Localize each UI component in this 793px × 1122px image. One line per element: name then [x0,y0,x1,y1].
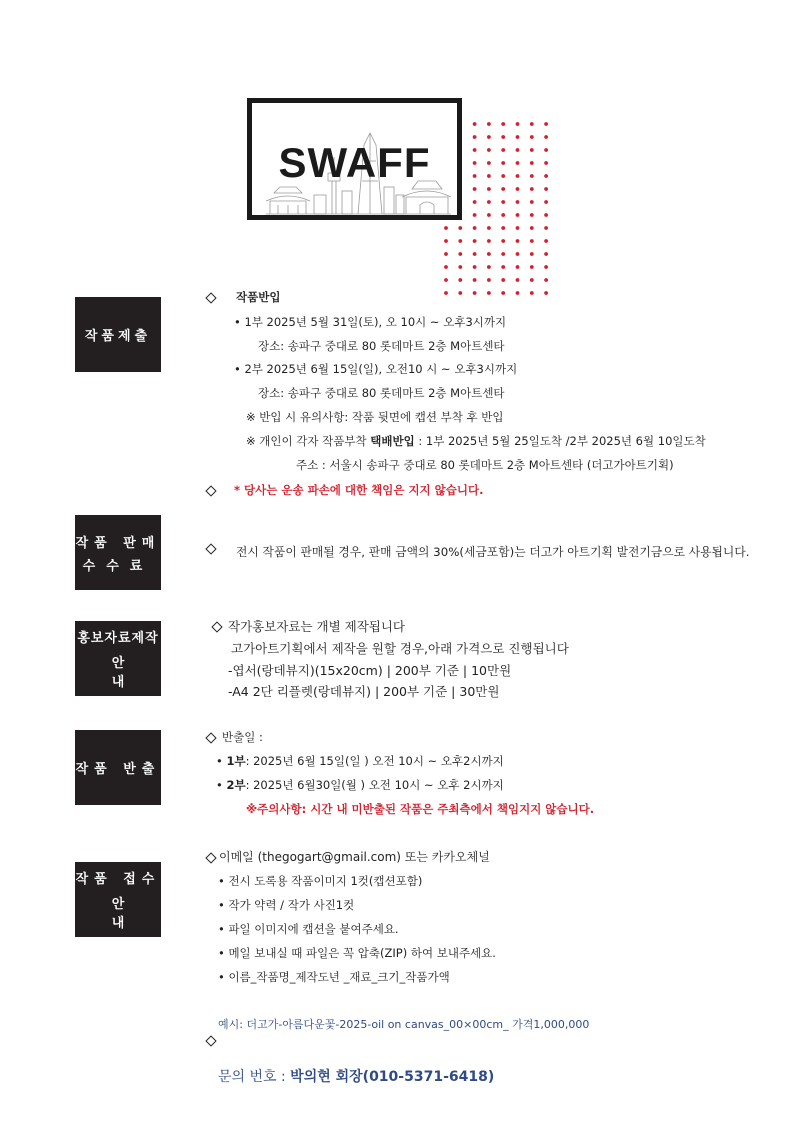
decorative-dot [544,226,548,230]
decorative-dot [530,161,534,165]
decorative-dot [530,265,534,269]
decorative-dot [544,135,548,139]
decorative-dot [501,187,505,191]
decorative-dot [530,291,534,295]
decorative-dot [530,278,534,282]
decorative-dot [530,226,534,230]
label-text: 작품제출 [84,329,152,344]
decorative-dot [516,226,520,230]
return-warning: ※주의사항: 시간 내 미반출된 작품은 주최측에서 책임지지 않습니다. [246,802,595,816]
decorative-dot [501,252,505,256]
decorative-dot [487,291,491,295]
delivery-address: 주소 : 서울시 송파구 중대로 80 롯데마트 2층 M아트센타 (더고가아트기획) [296,458,674,472]
decorative-dot [473,265,477,269]
decorative-dot [473,122,477,126]
contact-line [218,1066,494,1086]
decorative-dot [516,239,520,243]
decorative-dot [473,213,477,217]
label-text: 작품 접수 [75,872,161,887]
decorative-dot [501,200,505,204]
decorative-dot [473,200,477,204]
label-text: 안내 [111,897,165,931]
decorative-dot [544,200,548,204]
label-text: 홍보자료제작 [77,631,159,646]
decorative-dot [487,148,491,152]
decorative-dot [458,226,462,230]
decorative-dot [444,252,448,256]
decorative-dot [530,122,534,126]
bullet-diamond-icon [205,292,216,303]
decorative-dot [501,213,505,217]
transport-warning: * 당사는 운송 파손에 대한 책임은 지지 않습니다. [234,483,484,497]
decorative-dot [473,278,477,282]
delivery-prefix: ※ 개인이 각자 작품부착 [246,434,371,448]
bullet-diamond-icon [205,485,216,496]
reception-line: • 메일 보내실 때 파일은 꼭 압축(ZIP) 하여 보내주세요. [218,946,496,960]
decorative-dot [487,265,491,269]
decorative-dot [473,291,477,295]
reception-line: • 전시 도록용 작품이미지 1컷(캡션포함) [218,874,423,888]
return-line-2: • 2부: 2025년 6월30일(월 ) 오전 10시 ~ 오후 2시까지 [216,778,504,792]
decorative-dot [544,252,548,256]
swaff-logo [247,98,462,220]
submission-line: ※ 반입 시 유의사항: 작품 뒷면에 캡션 부착 후 반입 [246,410,504,424]
label-text: 수수료 [82,558,154,574]
decorative-dot [487,226,491,230]
decorative-dot [501,239,505,243]
decorative-dot [516,200,520,204]
reception-line: • 작가 약력 / 작가 사진1컷 [218,898,355,912]
label-artwork-reception [75,862,165,937]
decorative-dot [501,135,505,139]
decorative-dot [516,122,520,126]
decorative-dot [516,135,520,139]
promo-line: -A4 2단 리플렛(랑데뷰지) | 200부 기준 | 30만원 [228,684,500,699]
decorative-dot [516,252,520,256]
decorative-dot [501,291,505,295]
decorative-dot [544,239,548,243]
decorative-dot [487,252,491,256]
decorative-dot [530,200,534,204]
decorative-dot [501,265,505,269]
label-submission [75,297,161,372]
decorative-dot [530,135,534,139]
decorative-dot [544,278,548,282]
decorative-dot [487,174,491,178]
bullet-diamond-icon [205,732,216,743]
decorative-dot [458,265,462,269]
decorative-dot [544,148,548,152]
decorative-dot [516,174,520,178]
submission-line: 장소: 송파구 중대로 80 롯데마트 2층 M아트센타 [258,386,505,400]
sales-commission-text: 전시 작품이 판매될 경우, 판매 금액의 30%(세금포함)는 더고가 아트기획 발전기금으로 사용됩니다. [236,545,750,559]
decorative-dot [458,239,462,243]
decorative-dot [444,226,448,230]
reception-example: 예시: 더고가-아름다운꽃-2025-oil on canvas_00×00cm_ 가격1,000,000 [218,1018,590,1031]
decorative-dot-grid [441,119,551,297]
contact-phone: 박의현 회장(010-5371-6418) [290,1069,495,1085]
label-text: 안내 [111,656,165,690]
label-text: 작품 판매 [75,535,161,551]
decorative-dot [544,174,548,178]
decorative-dot [473,174,477,178]
delivery-line [246,435,706,449]
decorative-dot [516,265,520,269]
bullet-diamond-icon [205,852,216,863]
decorative-dot [473,226,477,230]
decorative-dot [516,278,520,282]
bullet-diamond-icon [205,543,216,554]
bullet-diamond-icon [205,1035,216,1046]
decorative-dot [530,213,534,217]
decorative-dot [458,252,462,256]
decorative-dot [501,161,505,165]
submission-heading: 작품반입 [236,290,281,304]
decorative-dot [530,239,534,243]
decorative-dot [516,161,520,165]
decorative-dot [501,278,505,282]
reception-heading: 이메일 (thegogart@gmail.com) 또는 카카오체널 [219,850,490,864]
delivery-suffix: : 1부 2025년 5월 25일도착 /2부 2025년 6월 10일도착 [414,434,706,448]
decorative-dot [530,187,534,191]
decorative-dot [516,213,520,217]
decorative-dot [501,148,505,152]
decorative-dot [487,187,491,191]
promo-line: -엽서(랑데뷰지)(15x20cm) | 200부 기준 | 10만원 [228,663,512,678]
decorative-dot [530,252,534,256]
decorative-dot [487,122,491,126]
decorative-dot [487,239,491,243]
reception-line: • 이름_작품명_제작도년 _재료_크기_작품가액 [218,970,450,984]
return-heading: 반출일 : [222,730,263,744]
decorative-dot [473,161,477,165]
decorative-dot [487,213,491,217]
submission-line: 장소: 송파구 중대로 80 롯데마트 2층 M아트센타 [258,339,505,353]
decorative-dot [473,239,477,243]
decorative-dot [487,200,491,204]
decorative-dot [501,226,505,230]
promo-line: 작가홍보자료는 개별 제작됩니다 [228,619,405,634]
decorative-dot [473,252,477,256]
decorative-dot [544,161,548,165]
promo-line: 고가아트기획에서 제작을 원할 경우,아래 가격으로 진행됩니다 [231,641,569,656]
decorative-dot [487,161,491,165]
return-date: : 2025년 6월30일(월 ) 오전 10시 ~ 오후 2시까지 [245,778,504,792]
decorative-dot [487,278,491,282]
decorative-dot [473,187,477,191]
decorative-dot [501,122,505,126]
logo-wordmark: SWAFF [278,139,431,186]
decorative-dot [473,135,477,139]
decorative-dot [544,291,548,295]
decorative-dot [501,174,505,178]
decorative-dot [530,148,534,152]
decorative-dot [544,122,548,126]
decorative-dot [458,291,462,295]
decorative-dot [544,187,548,191]
decorative-dot [444,265,448,269]
decorative-dot [473,148,477,152]
reception-line: • 파일 이미지에 캡션을 붙여주세요. [218,922,399,936]
decorative-dot [530,174,534,178]
decorative-dot [458,278,462,282]
delivery-bold: 택배반입 [370,434,415,448]
label-sales-commission [75,515,161,590]
submission-line: • 1부 2025년 5월 31일(토), 오 10시 ~ 오후3시까지 [234,315,507,329]
decorative-dot [444,239,448,243]
decorative-dot [544,265,548,269]
return-part-label: 2부 [226,778,246,792]
decorative-dot [516,187,520,191]
decorative-dot [444,278,448,282]
decorative-dot [544,213,548,217]
label-artwork-return [75,730,161,805]
decorative-dot [516,148,520,152]
return-date: : 2025년 6월 15일(일 ) 오전 10시 ~ 오후2시까지 [245,754,504,768]
decorative-dot [516,291,520,295]
decorative-dot [487,135,491,139]
contact-label: 문의 번호 : [218,1069,286,1085]
return-line-1: • 1부: 2025년 6월 15일(일 ) 오전 10시 ~ 오후2시까지 [216,754,504,768]
submission-line: • 2부 2025년 6월 15일(일), 오전10 시 ~ 오후3시까지 [234,362,518,376]
label-promo-materials [75,621,165,696]
return-part-label: 1부 [226,754,246,768]
decorative-dot [444,291,448,295]
bullet-diamond-icon [211,621,222,632]
label-text: 작품 반출 [75,762,161,777]
